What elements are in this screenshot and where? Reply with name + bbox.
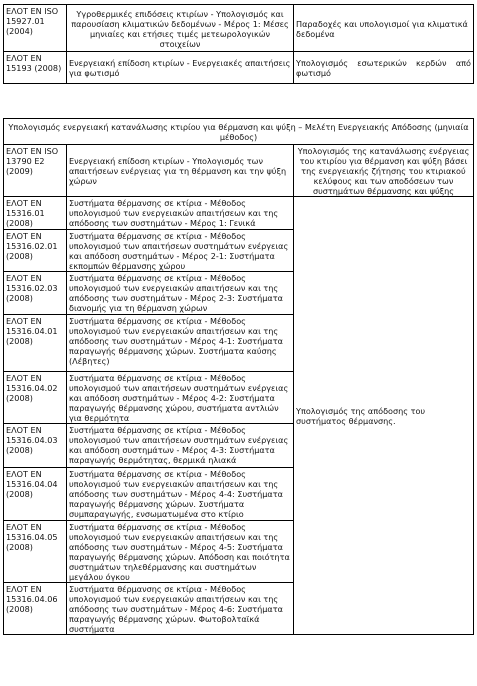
standard-title: Συστήματα θέρμανσης σε κτίρια - Μέθοδος υπολογισμού των ενεργειακών απαιτήσεων και της απόδοσης των συστημάτων - Μέρος 4-6: Συστήματα παραγωγής θέρμανσης χώρων. Φωτοβολταϊκά συστήματα (67, 583, 294, 635)
standard-title: Ενεργειακή επίδοση κτιρίων - Υπολογισμός των απαιτήσεων ενέργειας για τη θέρμανση και την ψύξη χώρων (67, 145, 294, 197)
table-row (4, 197, 474, 230)
section-header: Υπολογισμός ενεργειακή κατανάλωσης κτιρίου για θέρμανση και ψύξη – Μελέτη Ενεργειακής Απόδοσης (μηνιαία μέθοδος) (4, 119, 474, 145)
table-row (4, 145, 474, 197)
standard-title: Συστήματα θέρμανσης σε κτίρια - Μέθοδος υπολογισμού των απαιτήσεων συστημάτων ενέργειας και απόδοση συστημάτων - Μέρος 4-2: Συστήματα παραγωγής θέρμανσης χώρου, συστήματα αντλιών για θερμότητα (67, 372, 294, 424)
standard-title: Συστήματα θέρμανσης σε κτίρια - Μέθοδος υπολογισμού των ενεργειακών απαιτήσεων και της απόδοσης των συστημάτων - Μέρος 2-3: Συστήματα διανομής για τη θέρμανση χώρων (67, 272, 294, 315)
standard-code: ΕΛΟΤ ΕΝ 15316.02.01 (2008) (4, 230, 67, 272)
standard-code: ΕΛΟΤ ΕΝ 15316.04.06 (2008) (4, 583, 67, 635)
table-row (4, 52, 474, 84)
standard-title: Υγροθερμικές επιδόσεις κτιρίων - Υπολογισμός και παρουσίαση κλιματικών δεδομένων - Μέρος 1: Μέσες μηνιαίες και ετήσιες τιμές μετεωρολογικών στοιχείων (67, 5, 294, 52)
standard-code: ΕΛΟΤ ΕΝ 15316.01 (2008) (4, 197, 67, 230)
table-row (4, 5, 474, 52)
standard-title: Συστήματα θέρμανσης σε κτίρια - Μέθοδος υπολογισμού των απαιτήσεων συστημάτων ενέργειας και απόδοση συστημάτων - Μέρος 4-3: Συστήματα παραγωγής θερμότητας, θερμικά ηλιακά (67, 424, 294, 468)
standard-code: ΕΛΟΤ ΕΝ ISO 13790 E2 (2009) (4, 145, 67, 197)
standard-code: ΕΛΟΤ ΕΝ 15193 (2008) (4, 52, 67, 84)
standard-use: Υπολογισμός εσωτερικών κερδών από φωτισμό (294, 52, 474, 84)
standard-code: ΕΛΟΤ ΕΝ 15316.04.04 (2008) (4, 468, 67, 521)
standard-title: Συστήματα θέρμανσης σε κτίρια - Μέθοδος υπολογισμού των ενεργειακών απαιτήσεων και της απόδοσης των συστημάτων - Μέρος 4-1: Συστήματα παραγωγής θέρμανσης χώρων. Συστήματα καύσης (Λέβητες) (67, 315, 294, 372)
standard-use: Παραδοχές και υπολογισμοί για κλιματικά δεδομένα (294, 5, 474, 52)
standard-code: ΕΛΟΤ ΕΝ 15316.04.01 (2008) (4, 315, 67, 372)
standards-table-heating (3, 118, 474, 635)
section-header-row (4, 119, 474, 145)
standard-title: Συστήματα θέρμανσης σε κτίρια - Μέθοδος υπολογισμού των ενεργειακών απαιτήσεων και της απόδοσης των συστημάτων - Μέρος 1: Γενικά (67, 197, 294, 230)
standard-title: Συστήματα θέρμανσης σε κτίρια - Μέθοδος υπολογισμού των απαιτήσεων συστημάτων ενέργειας και απόδοση συστημάτων - Μέρος 2-1: Συστήματα εκπομπών θέρμανσης χώρου (67, 230, 294, 272)
standard-title: Συστήματα θέρμανσης σε κτίρια - Μέθοδος υπολογισμού των ενεργειακών απαιτήσεων και της απόδοσης των συστημάτων - Μέρος 4-4: Συστήματα παραγωγής θέρμανσης χώρων. Συστήματα συμπαραγωγής, ενσωματωμένα στο κτίριο (67, 468, 294, 521)
standard-code: ΕΛΟΤ ΕΝ 15316.02.03 (2008) (4, 272, 67, 315)
standard-code: ΕΛΟΤ ΕΝ 15316.04.05 (2008) (4, 521, 67, 583)
standards-table-top (3, 4, 474, 84)
standard-code: ΕΛΟΤ ΕΝ 15316.04.03 (2008) (4, 424, 67, 468)
standard-title: Ενεργειακή επίδοση κτιρίων - Ενεργειακές απαιτήσεις για φωτισμό (67, 52, 294, 84)
standard-code: ΕΛΟΤ ΕΝ 15316.04.02 (2008) (4, 372, 67, 424)
merged-use-cell: Υπολογισμός της απόδοσης του συστήματος θέρμανσης. (294, 197, 474, 635)
standard-use: Υπολογισμός της κατανάλωσης ενέργειας του κτιρίου για θέρμανση και ψύξη βάσει της ενεργειακής ζήτησης του κτιριακού κελύφους και των αποδόσεων των συστημάτων θέρμανσης και ψύξης (294, 145, 474, 197)
standard-title: Συστήματα θέρμανσης σε κτίρια - Μέθοδος υπολογισμού των ενεργειακών απαιτήσεων και της απόδοσης των συστημάτων - Μέρος 4-5: Συστήματα παραγωγής θέρμανσης χώρων. Απόδοση και ποιότητα συστημάτων τηλεθέρμανσης και συστημάτων μεγάλου όγκου (67, 521, 294, 583)
standard-code: ΕΛΟΤ ΕΝ ISO 15927.01 (2004) (4, 5, 67, 52)
